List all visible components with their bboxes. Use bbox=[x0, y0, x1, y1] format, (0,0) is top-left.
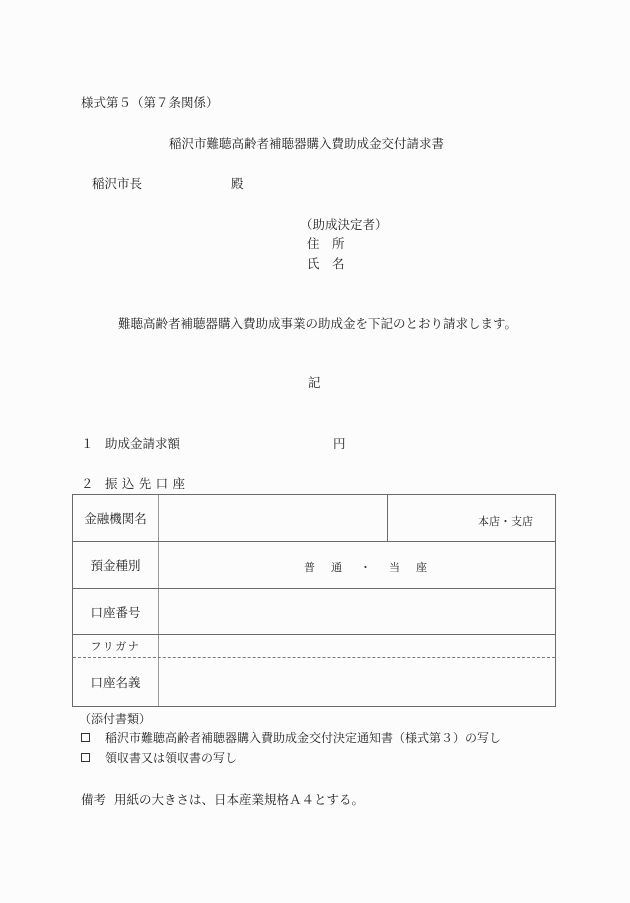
document-title: 稲沢市難聴高齢者補聴器購入費助成金交付請求書 bbox=[169, 136, 445, 151]
furigana-field[interactable] bbox=[159, 635, 555, 657]
item-1-number: １ bbox=[81, 436, 94, 451]
item-2-number: ２ bbox=[81, 476, 94, 491]
item-1-unit: 円 bbox=[333, 436, 346, 451]
branch-suffix: 本店・支店 bbox=[478, 515, 533, 528]
bank-name-label-text: 金融機関名 bbox=[84, 511, 147, 526]
option-touza-2[interactable]: 座 bbox=[416, 561, 427, 574]
attachment-2-text: 領収書又は領収書の写し bbox=[105, 751, 238, 765]
request-statement: 難聴高齢者補聴器購入費助成事業の助成金を下記のとおり請求します。 bbox=[118, 316, 518, 331]
account-type-options bbox=[304, 559, 427, 575]
attachment-2-checkbox[interactable] bbox=[81, 753, 90, 762]
table-row-account-type bbox=[73, 542, 555, 589]
account-type-label-text: 預金種別 bbox=[90, 558, 141, 573]
account-type-field[interactable] bbox=[159, 542, 555, 588]
account-number-field[interactable] bbox=[159, 589, 555, 634]
ki-heading: 記 bbox=[308, 375, 321, 390]
addressee-honorific: 殿 bbox=[231, 176, 244, 191]
bank-name-label bbox=[73, 495, 159, 541]
remarks-label: 備考 bbox=[81, 792, 107, 807]
option-touza-1[interactable]: 当 bbox=[389, 561, 400, 574]
option-futsu-2[interactable]: 通 bbox=[331, 561, 342, 574]
furigana-label bbox=[73, 635, 159, 657]
account-type-label bbox=[73, 542, 159, 588]
addressee-name: 稲沢市長 bbox=[92, 176, 143, 191]
account-number-label bbox=[73, 589, 159, 634]
bank-name-field[interactable] bbox=[159, 495, 555, 541]
bank-account-table bbox=[72, 494, 556, 707]
table-row-bank-name bbox=[73, 495, 555, 542]
item-2-label: 振込先口座 bbox=[105, 476, 190, 491]
remarks-text: 用紙の大きさは、日本産業規格Ａ４とする。 bbox=[114, 792, 365, 807]
applicant-heading: （助成決定者） bbox=[300, 217, 388, 232]
attachment-1-checkbox[interactable] bbox=[81, 733, 90, 742]
attachments-heading: （添付書類） bbox=[79, 712, 152, 726]
form-number: 様式第５（第７条関係） bbox=[81, 95, 219, 110]
option-futsu-1[interactable]: 普 bbox=[304, 561, 315, 574]
option-separator: ・ bbox=[360, 561, 371, 574]
address-label: 住 所 bbox=[307, 236, 345, 251]
attachment-1-text: 稲沢市難聴高齢者補聴器購入費助成金交付決定通知書（様式第３）の写し bbox=[105, 731, 502, 745]
account-number-label-text: 口座番号 bbox=[90, 604, 141, 620]
bank-branch-divider bbox=[387, 495, 388, 541]
account-holder-label-text: 口座名義 bbox=[90, 675, 141, 690]
name-label: 氏 名 bbox=[307, 256, 345, 271]
account-holder-field[interactable] bbox=[159, 658, 555, 706]
table-row-furigana bbox=[73, 635, 555, 658]
account-holder-label bbox=[73, 658, 159, 706]
table-row-account-holder bbox=[73, 658, 555, 706]
item-1-label: 助成金請求額 bbox=[105, 436, 181, 451]
furigana-label-text: フリガナ bbox=[90, 640, 141, 653]
table-row-account-number bbox=[73, 589, 555, 635]
